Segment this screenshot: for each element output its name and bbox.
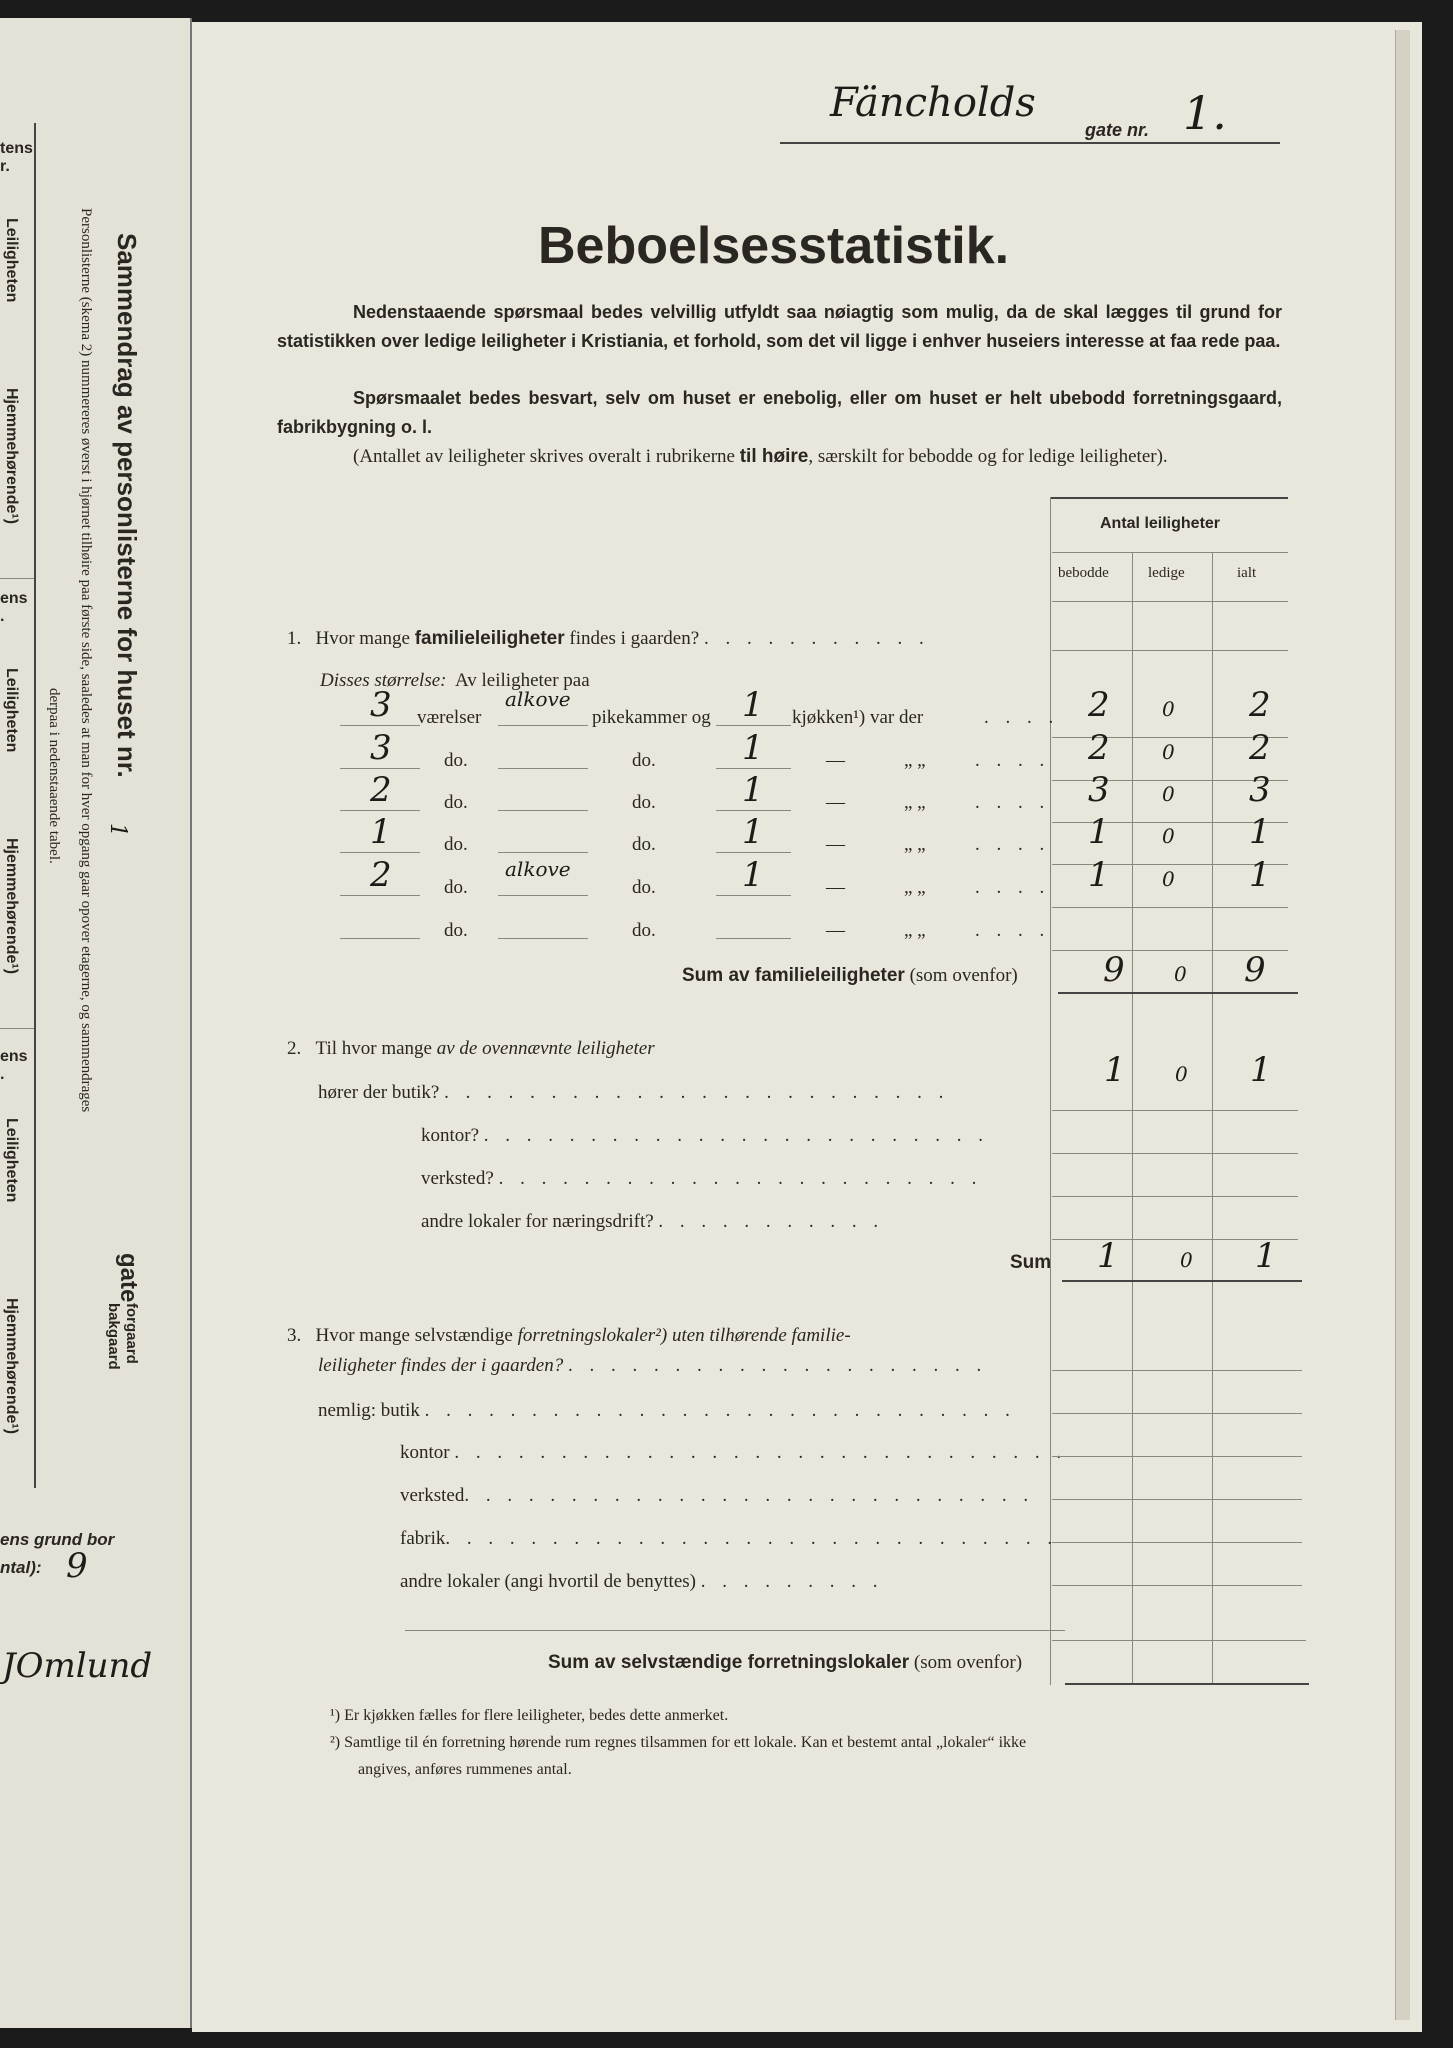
q1-sum-ialt: 9 — [1244, 950, 1266, 990]
extra-blank — [498, 852, 588, 853]
extra-value: alkove — [505, 687, 571, 711]
q1-sum-ledige: 0 — [1174, 962, 1187, 986]
vaerelser-label: værelser — [417, 707, 482, 728]
extra-blank — [498, 725, 588, 726]
rooms-blank — [340, 810, 420, 811]
q2-butik-bebodde: 1 — [1104, 1050, 1126, 1090]
q3-fabrik: fabrik. . . . . . . . . . . . . . . . . . . . . . . . . . . . . — [400, 1528, 1059, 1549]
kitchens-value: 1 — [742, 812, 764, 852]
row-rule — [1052, 1499, 1302, 1500]
q3: 3. Hvor mange selvstændige forretningslokaler²) uten tilhørende familie- — [287, 1325, 851, 1346]
ialt-value: 2 — [1249, 685, 1271, 725]
q2-andre: andre lokaler for næringsdrift? . . . . . . . . . . . — [421, 1211, 885, 1232]
ledige-value: 0 — [1162, 867, 1175, 891]
extra-blank — [498, 938, 588, 939]
left-note: Personlisterne (skema 2) nummereres øverst i hjørnet tilhøire paa første side, saaledes at man for hver opgang gaar opover etagerne, og sammendrages — [78, 208, 94, 1113]
row-dots: . . . . — [984, 707, 1060, 728]
rooms-blank — [340, 895, 420, 896]
kjokken-label: kjøkken¹) var der — [792, 707, 924, 728]
left-col-hjemme-1: Hjemmehørende¹) — [3, 388, 20, 525]
q2-verksted: verksted? . . . . . . . . . . . . . . . . . . . . . . . — [421, 1168, 983, 1189]
row-rule — [1052, 1196, 1298, 1197]
left-grund-label-1: ens grund bor — [0, 1530, 115, 1549]
col-ledige: ledige — [1148, 565, 1185, 581]
col-ialt: ialt — [1237, 565, 1257, 581]
q1-size-label: Disses størrelse: Av leiligheter paa — [320, 670, 590, 691]
do-label: do. — [632, 877, 656, 898]
dash: — — [826, 834, 845, 855]
ledige-value: 0 — [1162, 782, 1175, 806]
extra-blank — [498, 895, 588, 896]
q3-sum-rule — [1065, 1683, 1309, 1685]
left-col-leilighet-3: Leiligheten — [3, 1118, 20, 1203]
kitchens-value: 1 — [742, 728, 764, 768]
col-bebodde: bebodde — [1058, 565, 1109, 581]
row-dots: . . . . — [975, 877, 1051, 898]
page-edge — [1395, 30, 1410, 2020]
rooms-value: 1 — [370, 812, 392, 852]
footnote-2: ²) Samtlige til én forretning hørende rum regnes tilsammen for ett lokale. Kan et bestemt antal „lokaler“ ikke — [330, 1734, 1027, 1751]
left-signature: JOmlund — [2, 1646, 153, 1686]
q3-sum: Sum av selvstændige forretningslokaler (som ovenfor) — [548, 1652, 1023, 1673]
row-dots: . . . . — [975, 750, 1051, 771]
gate-number: 1. — [1183, 86, 1227, 140]
left-page-rule — [34, 123, 36, 1488]
q2-sum-bebodde: 1 — [1097, 1236, 1119, 1276]
ledige-value: 0 — [1162, 740, 1175, 764]
left-col-hjemme-3: Hjemmehørende¹) — [3, 1298, 20, 1435]
table-left-rule — [1050, 497, 1051, 1685]
row-rule — [1052, 1370, 1302, 1371]
ialt-value: 1 — [1249, 812, 1271, 852]
q2-sum-rule — [1062, 1280, 1302, 1282]
intro-paragraph-3: (Antallet av leiligheter skrives overalt i rubrikerne til høire, særskilt for bebodde og for ledige leiligheter). — [353, 446, 1168, 467]
bebodde-value: 1 — [1088, 812, 1110, 852]
pikekammer-label: pikekammer og — [592, 707, 711, 728]
table-header-rule-2 — [1052, 601, 1288, 602]
q2-sum-label: Sum — [1010, 1252, 1052, 1273]
q1-sum: Sum av familieleiligheter (som ovenfor) — [682, 965, 1018, 986]
q3-andre: andre lokaler (angi hvortil de benyttes) . . . . . . . . . — [400, 1571, 884, 1592]
do-label: do. — [444, 792, 468, 813]
left-col-leilighet-2: Leiligheten — [3, 668, 20, 753]
ialt-value: 3 — [1249, 770, 1271, 810]
footnote-2-cont: angives, anføres rummenes antal. — [358, 1761, 572, 1778]
kitchens-value: 1 — [742, 855, 764, 895]
q3-verksted: verksted. . . . . . . . . . . . . . . . . . . . . . . . . . . — [400, 1485, 1035, 1506]
quote-marks: „ „ — [904, 920, 926, 941]
q2-sum-ialt: 1 — [1255, 1236, 1277, 1276]
q2-butik: hører der butik? . . . . . . . . . . . . . . . . . . . . . . . . — [318, 1082, 950, 1103]
row-rule — [1052, 1110, 1298, 1111]
row-rule — [1052, 650, 1288, 651]
left-col-hjemme-2: Hjemmehørende¹) — [3, 838, 20, 975]
row-rule — [1052, 907, 1288, 908]
street-line — [780, 142, 1280, 144]
left-col-leilighet-1: Leiligheten — [3, 218, 20, 303]
q2: 2. Til hvor mange av de ovennævnte leiligheter — [287, 1038, 655, 1059]
table-top-rule — [1050, 497, 1288, 499]
rooms-value: 2 — [370, 855, 392, 895]
dash: — — [826, 750, 845, 771]
do-label: do. — [632, 834, 656, 855]
left-col-header-2: ens . — [0, 590, 28, 625]
table-col-rule-1 — [1132, 552, 1133, 1685]
kitchen-blank — [716, 852, 791, 853]
kitchen-blank — [716, 768, 791, 769]
rooms-blank — [340, 938, 420, 939]
do-label: do. — [632, 750, 656, 771]
do-label: do. — [444, 834, 468, 855]
left-page — [0, 18, 192, 2028]
bebodde-value: 1 — [1088, 855, 1110, 895]
kitchens-value: 1 — [742, 685, 764, 725]
do-label: do. — [444, 920, 468, 941]
left-grund-value: 9 — [66, 1546, 88, 1586]
q2-butik-ialt: 1 — [1250, 1050, 1272, 1090]
bebodde-value: 2 — [1088, 728, 1110, 768]
row-rule — [1052, 1153, 1298, 1154]
q3-line2: leiligheter findes der i gaarden? . . . . . . . . . . . . . . . . . . . . — [318, 1355, 988, 1376]
intro-paragraph-2: Spørsmaalet bedes besvart, selv om huset er enebolig, eller om huset er helt ubebodd forretningsgaard, fabrikbygning o. l. — [277, 388, 1282, 437]
quote-marks: „ „ — [904, 877, 926, 898]
q2-butik-ledige: 0 — [1175, 1062, 1188, 1086]
extra-blank — [498, 810, 588, 811]
q1-sum-bebodde: 9 — [1103, 950, 1125, 990]
quote-marks: „ „ — [904, 750, 926, 771]
kitchen-blank — [716, 895, 791, 896]
ialt-value: 1 — [1249, 855, 1271, 895]
bebodde-value: 2 — [1088, 685, 1110, 725]
left-note-2: derpaa i nedenstaaende tabel. — [46, 688, 62, 864]
left-col-header-1: tens r. — [0, 140, 33, 175]
left-divider — [0, 1028, 34, 1029]
rooms-blank — [340, 768, 420, 769]
rooms-value: 3 — [370, 685, 392, 725]
left-bakgaard: bakgaard — [105, 1303, 122, 1370]
left-grund-label-2: ntal): — [0, 1558, 42, 1577]
kitchen-blank — [716, 938, 791, 939]
ledige-value: 0 — [1162, 697, 1175, 721]
kitchens-value: 1 — [742, 770, 764, 810]
ialt-value: 2 — [1249, 728, 1271, 768]
row-rule — [1052, 1640, 1306, 1641]
ledige-value: 0 — [1162, 824, 1175, 848]
page-title: Beboelsesstatistik. — [538, 217, 1010, 275]
table-title: Antal leiligheter — [1100, 515, 1221, 532]
left-divider — [0, 578, 34, 579]
do-label: do. — [444, 877, 468, 898]
left-heading: Sammendrag av personlisterne for huset nr. — [112, 233, 142, 778]
rooms-blank — [340, 725, 420, 726]
quote-marks: „ „ — [904, 834, 926, 855]
row-rule — [1052, 1413, 1302, 1414]
q1-sum-rule — [1058, 992, 1298, 994]
table-header-rule — [1052, 552, 1288, 553]
kitchen-blank — [716, 725, 791, 726]
row-rule — [1052, 1456, 1302, 1457]
dash: — — [826, 877, 845, 898]
q1: 1. Hvor mange familieleiligheter findes i gaarden? . . . . . . . . . . . — [287, 628, 930, 649]
street-name: Fäncholds — [830, 80, 1036, 126]
row-rule — [1052, 1542, 1302, 1543]
do-label: do. — [632, 920, 656, 941]
gate-label: gate nr. — [1085, 120, 1150, 140]
row-dots: . . . . — [975, 834, 1051, 855]
intro-paragraph-1: Nedenstaaende spørsmaal bedes velvillig utfyldt saa nøiagtig som mulig, da de skal lægges til grund for statistikken over ledige leiligheter i Kristiania, et forhold, som det vil ligge i enhver huseiers interesse at faa rede paa. — [277, 302, 1282, 351]
dash: — — [826, 792, 845, 813]
left-heading-gate: gate — [115, 1253, 142, 1303]
left-house-number: 1 — [105, 823, 130, 837]
q3-blank-line — [405, 1630, 1065, 1631]
rooms-blank — [340, 852, 420, 853]
q3-kontor: kontor . . . . . . . . . . . . . . . . . . . . . . . . . . . . . — [400, 1442, 1068, 1463]
q2-kontor: kontor? . . . . . . . . . . . . . . . . . . . . . . . . — [421, 1125, 990, 1146]
extra-value: alkove — [505, 857, 571, 881]
left-forgaard: forgaard — [123, 1303, 140, 1364]
dash: — — [826, 920, 845, 941]
rooms-value: 2 — [370, 770, 392, 810]
do-label: do. — [632, 792, 656, 813]
row-dots: . . . . — [975, 920, 1051, 941]
extra-blank — [498, 768, 588, 769]
q3-butik: nemlig: butik . . . . . . . . . . . . . . . . . . . . . . . . . . . . — [318, 1400, 1016, 1421]
table-col-rule-2 — [1212, 552, 1213, 1685]
footnote-1: ¹) Er kjøkken fælles for flere leiligheter, bedes dette anmerket. — [330, 1707, 729, 1724]
bebodde-value: 3 — [1088, 770, 1110, 810]
row-rule — [1052, 1585, 1302, 1586]
quote-marks: „ „ — [904, 792, 926, 813]
kitchen-blank — [716, 810, 791, 811]
row-dots: . . . . — [975, 792, 1051, 813]
do-label: do. — [444, 750, 468, 771]
rooms-value: 3 — [370, 728, 392, 768]
left-col-header-3: ens . — [0, 1048, 28, 1083]
q2-sum-ledige: 0 — [1180, 1248, 1193, 1272]
